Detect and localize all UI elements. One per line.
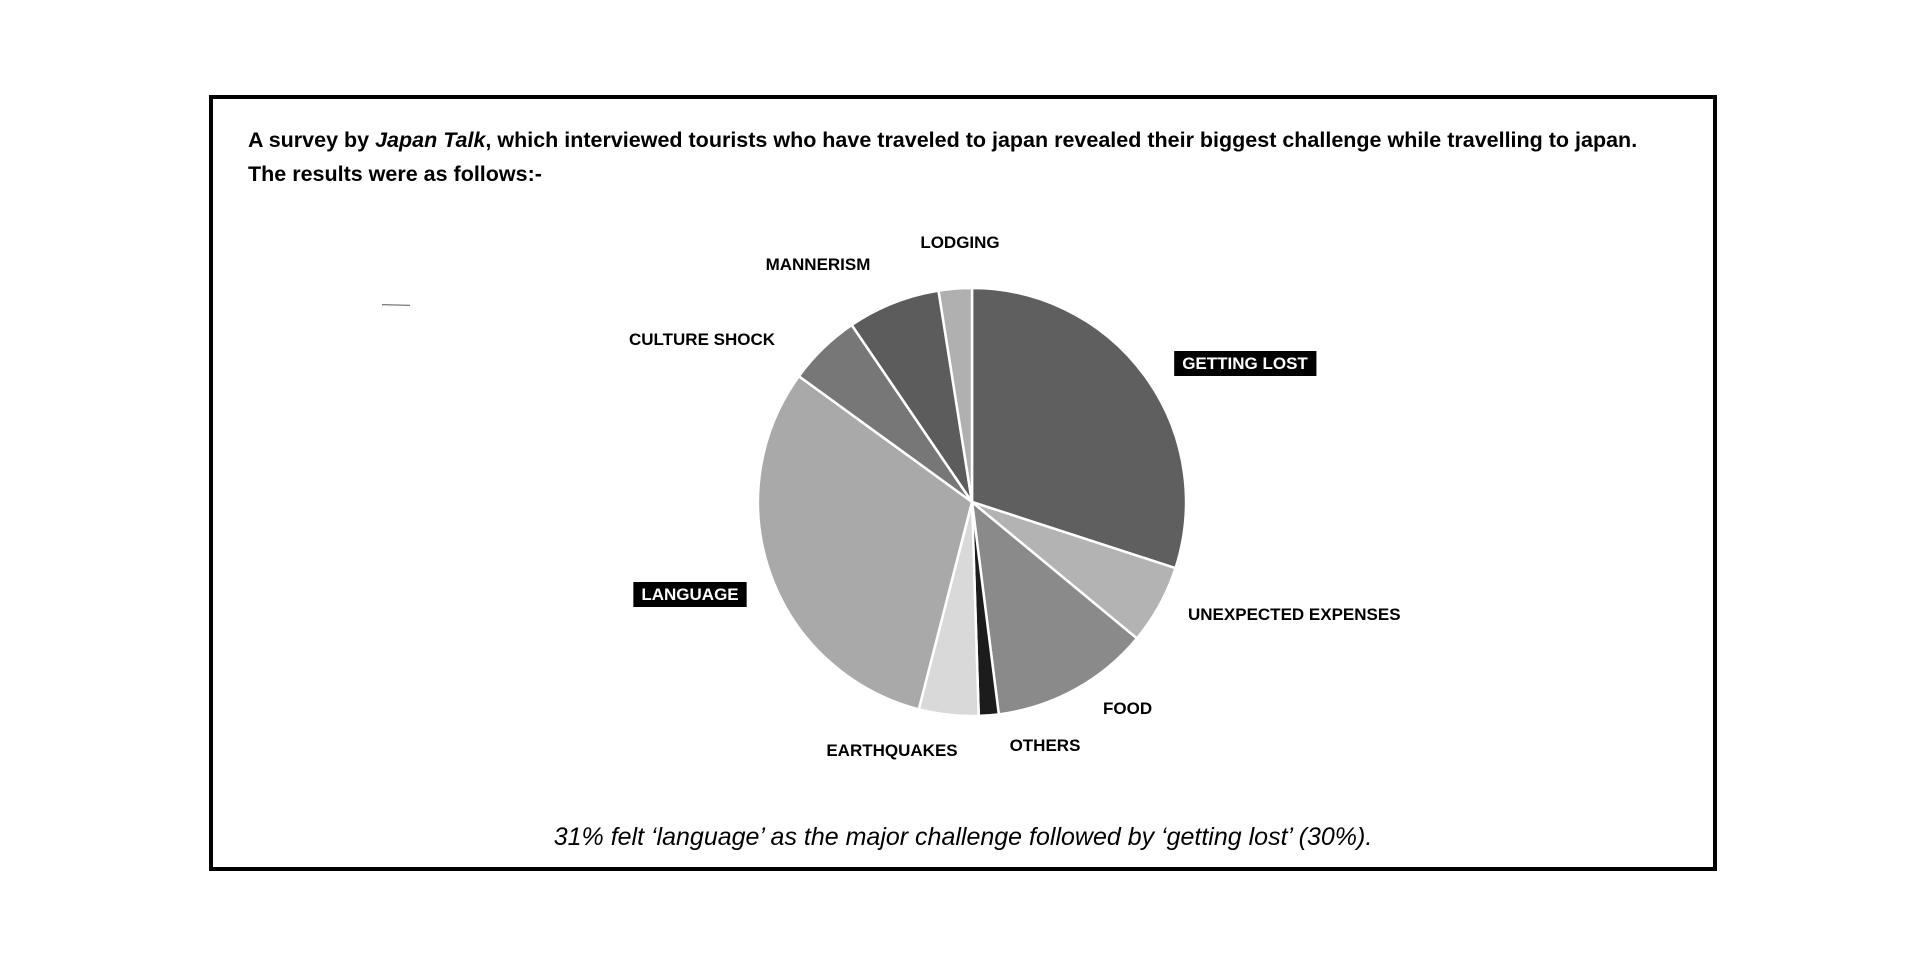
slice-label-text: GETTING LOST bbox=[1182, 354, 1308, 373]
slice-label-text: MANNERISM bbox=[765, 255, 871, 274]
pie-slices bbox=[758, 288, 1186, 716]
slice-label-getting-lost bbox=[1174, 351, 1316, 376]
slice-label-text: OTHERS bbox=[1009, 736, 1081, 755]
slice-label-food bbox=[1103, 699, 1152, 718]
intro-prefix: A survey by bbox=[248, 128, 376, 152]
slice-label-text: LANGUAGE bbox=[641, 585, 739, 604]
intro-suffix: , which interviewed tourists who have traveled to japan revealed their biggest challenge while travelling to japan. bbox=[485, 128, 1638, 152]
slice-label-lodging bbox=[920, 233, 999, 252]
slice-label-mannerism bbox=[766, 255, 871, 274]
intro-line-2: The results were as follows:- bbox=[248, 162, 542, 186]
survey-source: Japan Talk bbox=[375, 128, 486, 152]
slice-label-text: UNEXPECTED EXPENSES bbox=[1188, 605, 1401, 624]
slice-label-language bbox=[633, 582, 746, 607]
slice-label-text: FOOD bbox=[1103, 699, 1153, 718]
chart-caption: 31% felt ‘language’ as the major challenge followed by ‘getting lost’ (30%). bbox=[553, 823, 1373, 851]
slice-label-unexpected-expenses bbox=[1188, 605, 1401, 624]
slice-label-earthquakes bbox=[826, 741, 957, 760]
slice-label-text: LODGING bbox=[920, 233, 1000, 252]
slice-label-text: EARTHQUAKES bbox=[826, 741, 958, 760]
slice-label-others bbox=[1010, 736, 1081, 755]
slice-label-culture-shock bbox=[629, 330, 776, 349]
slice-label-text: CULTURE SHOCK bbox=[628, 330, 776, 349]
